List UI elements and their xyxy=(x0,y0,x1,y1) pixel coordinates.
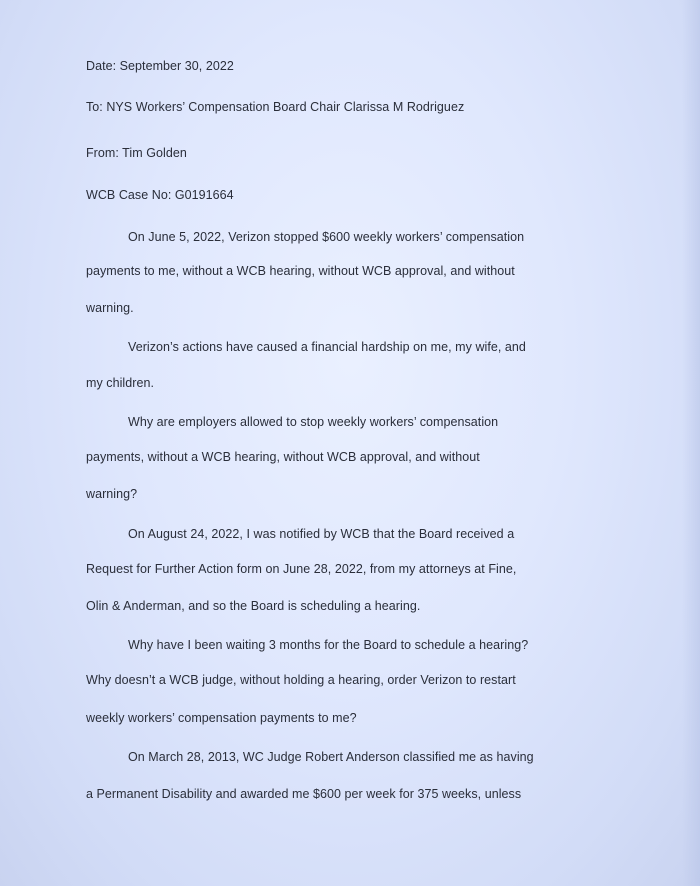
paragraph-4-line-3: Olin & Anderman, and so the Board is scheduling a hearing. xyxy=(86,599,421,613)
paragraph-6-line-2: a Permanent Disability and awarded me $600 per week for 375 weeks, unless xyxy=(86,787,522,801)
letter-case-number: WCB Case No: G0191664 xyxy=(86,188,234,202)
paragraph-1-line-3: warning. xyxy=(86,301,134,315)
paragraph-2-line-1: Verizon’s actions have caused a financial hardship on me, my wife, and xyxy=(128,340,526,354)
paragraph-5-line-2: Why doesn’t a WCB judge, without holding a hearing, order Verizon to restart xyxy=(86,673,516,687)
paragraph-5-line-1: Why have I been waiting 3 months for the Board to schedule a hearing? xyxy=(128,638,529,652)
paragraph-3-line-2: payments, without a WCB hearing, without WCB approval, and without xyxy=(86,450,480,464)
letter-sender: From: Tim Golden xyxy=(86,146,187,160)
paragraph-5-line-3: weekly workers’ compensation payments to me? xyxy=(86,711,357,725)
paper-edge-shadow xyxy=(682,0,700,886)
paragraph-4-line-2: Request for Further Action form on June 28, 2022, from my attorneys at Fine, xyxy=(86,562,517,576)
paragraph-1-line-1: On June 5, 2022, Verizon stopped $600 weekly workers’ compensation xyxy=(128,230,525,244)
paragraph-6-line-1: On March 28, 2013, WC Judge Robert Anderson classified me as having xyxy=(128,750,534,764)
paragraph-2-line-2: my children. xyxy=(86,376,154,390)
letter-recipient: To: NYS Workers’ Compensation Board Chair Clarissa M Rodriguez xyxy=(86,100,465,114)
paragraph-4-line-1: On August 24, 2022, I was notified by WCB that the Board received a xyxy=(128,527,515,541)
paragraph-3-line-1: Why are employers allowed to stop weekly workers’ compensation xyxy=(128,415,499,429)
letter-date: Date: September 30, 2022 xyxy=(86,59,234,73)
paragraph-3-line-3: warning? xyxy=(86,487,138,501)
paragraph-1-line-2: payments to me, without a WCB hearing, without WCB approval, and without xyxy=(86,264,515,278)
